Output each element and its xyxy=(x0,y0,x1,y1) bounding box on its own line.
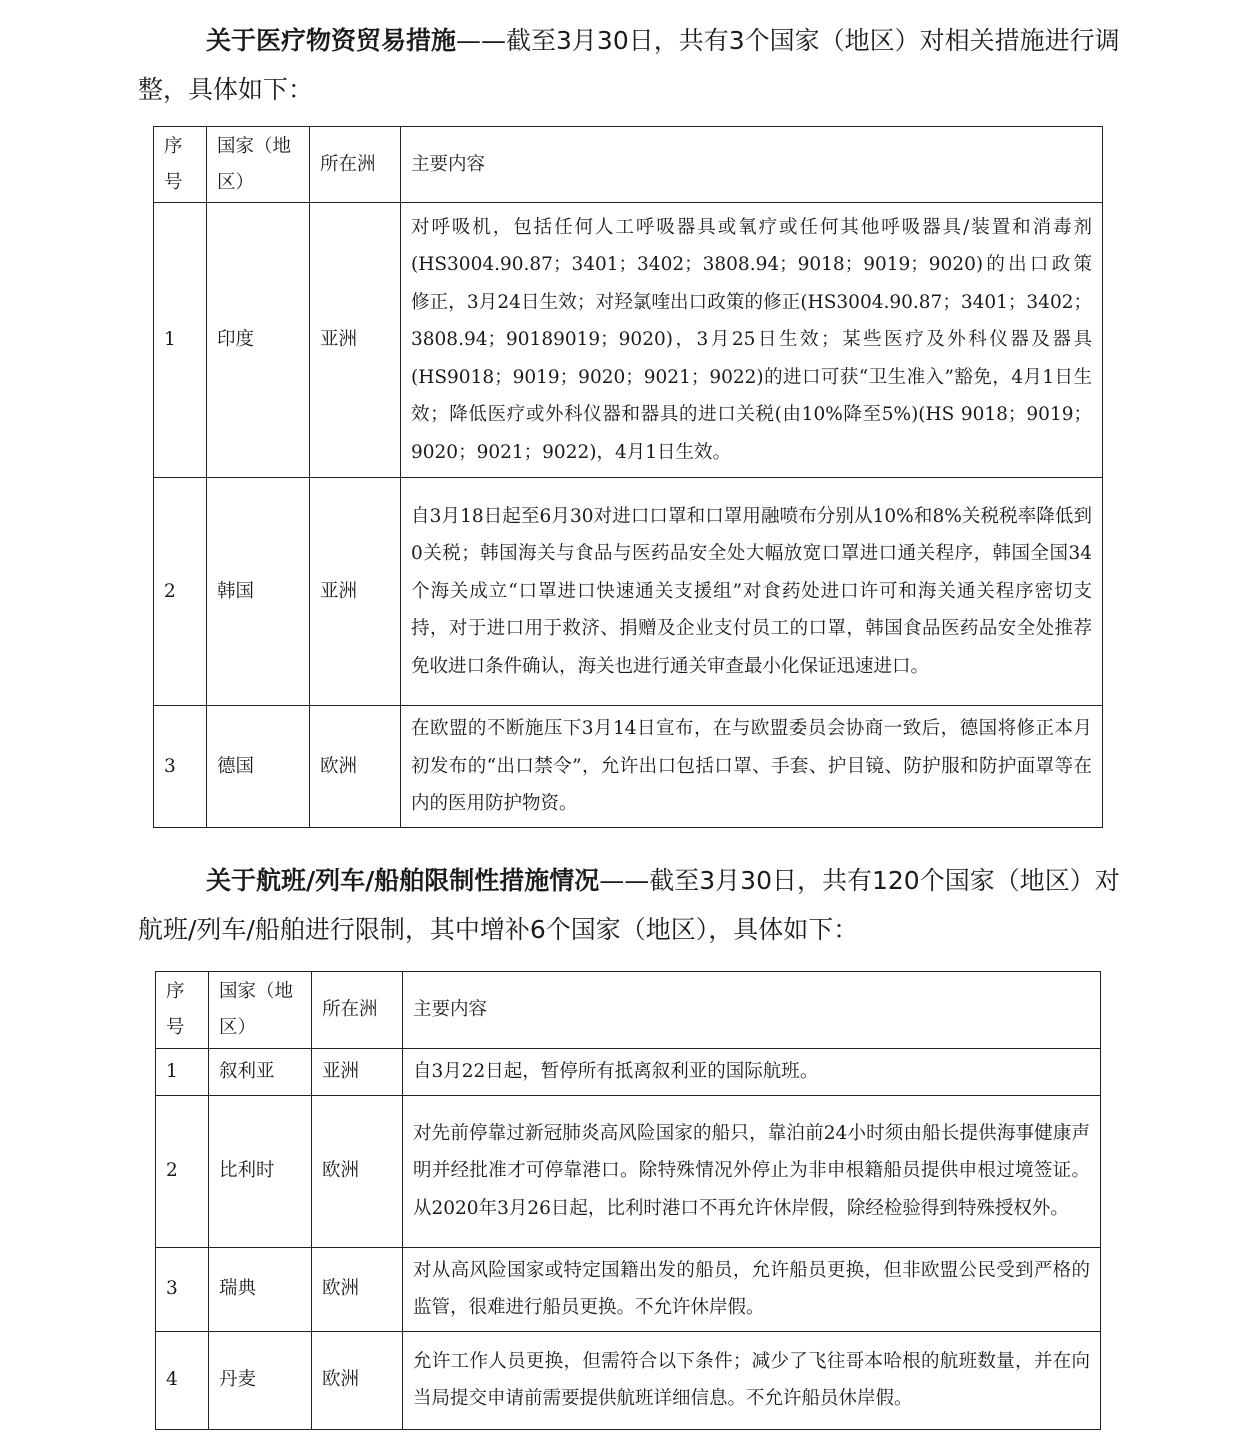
header-content: 主要内容 xyxy=(401,127,1103,203)
header-seq: 序号 xyxy=(156,972,209,1049)
table-row xyxy=(154,478,1103,706)
row-country: 叙利亚 xyxy=(209,1049,312,1096)
header-continent: 所在洲 xyxy=(310,127,401,203)
table-header-row xyxy=(154,127,1103,203)
section2-text: ——截至3月30日，共有120个国家（地区）对航班/列车/船舶进行限制，其中增补6个国家（地区），具体如下： xyxy=(138,866,1120,944)
medical-trade-table xyxy=(153,126,1103,828)
row-continent: 亚洲 xyxy=(310,203,401,478)
header-country: 国家（地区） xyxy=(209,972,312,1049)
row-content: 自3月22日起，暂停所有抵离叙利亚的国际航班。 xyxy=(403,1049,1101,1096)
row-country: 德国 xyxy=(207,706,310,828)
row-seq: 4 xyxy=(156,1331,209,1429)
table-row xyxy=(156,1095,1101,1247)
header-country: 国家（地区） xyxy=(207,127,310,203)
section1-paragraph xyxy=(138,16,1123,114)
header-continent: 所在洲 xyxy=(312,972,403,1049)
table-row xyxy=(156,1247,1101,1331)
row-seq: 3 xyxy=(154,706,207,828)
row-continent: 欧洲 xyxy=(312,1247,403,1331)
row-country: 丹麦 xyxy=(209,1331,312,1429)
row-seq: 1 xyxy=(154,203,207,478)
row-continent: 亚洲 xyxy=(312,1049,403,1096)
header-content: 主要内容 xyxy=(403,972,1101,1049)
row-seq: 2 xyxy=(156,1095,209,1247)
transport-restriction-table xyxy=(155,971,1101,1430)
row-content: 自3月18日起至6月30对进口口罩和口罩用融喷布分别从10%和8%关税税率降低到0关税；韩国海关与食品与医药品安全处大幅放宽口罩进口通关程序，韩国全国34个海关成立“口罩进口快速通关支援组”对食药处进口许可和海关通关程序密切支持，对于进口用于救济、捐赠及企业支付员工的口罩，韩国食品医药品安全处推荐免收进口条件确认，海关也进行通关审查最小化保证迅速进口。 xyxy=(401,478,1103,706)
row-country: 印度 xyxy=(207,203,310,478)
row-continent: 欧洲 xyxy=(312,1331,403,1429)
row-content: 在欧盟的不断施压下3月14日宣布，在与欧盟委员会协商一致后，德国将修正本月初发布的“出口禁令”，允许出口包括口罩、手套、护目镜、防护服和防护面罩等在内的医用防护物资。 xyxy=(401,706,1103,828)
section1-heading: 关于医疗物资贸易措施 xyxy=(206,26,457,55)
row-content: 对从高风险国家或特定国籍出发的船员，允许船员更换，但非欧盟公民受到严格的监管，很难进行船员更换。不允许休岸假。 xyxy=(403,1247,1101,1331)
row-seq: 1 xyxy=(156,1049,209,1096)
row-content: 允许工作人员更换，但需符合以下条件；减少了飞往哥本哈根的航班数量，并在向当局提交申请前需要提供航班详细信息。不允许船员休岸假。 xyxy=(403,1331,1101,1429)
row-country: 韩国 xyxy=(207,478,310,706)
table-header-row xyxy=(156,972,1101,1049)
row-seq: 2 xyxy=(154,478,207,706)
row-content: 对先前停靠过新冠肺炎高风险国家的船只，靠泊前24小时须由船长提供海事健康声明并经批准才可停靠港口。除特殊情况外停止为非申根籍船员提供申根过境签证。从2020年3月26日起，比利时港口不再允许休岸假，除经检验得到特殊授权外。 xyxy=(403,1095,1101,1247)
row-continent: 亚洲 xyxy=(310,478,401,706)
row-continent: 欧洲 xyxy=(310,706,401,828)
table-row xyxy=(156,1049,1101,1096)
header-seq: 序号 xyxy=(154,127,207,203)
row-continent: 欧洲 xyxy=(312,1095,403,1247)
row-country: 瑞典 xyxy=(209,1247,312,1331)
row-content: 对呼吸机，包括任何人工呼吸器具或氧疗或任何其他呼吸器具/装置和消毒剂(HS3004.90.87；3401；3402；3808.94；9018；9019；9020)的出口政策修正，3月24日生效；对羟氯喹出口政策的修正(HS3004.90.87；3401；3402；3808.94；90189019；9020)，3月25日生效；某些医疗及外科仪器及器具(HS9018；9019；9020；9021；9022)的进口可获“卫生准入”豁免，4月1日生效；降低医疗或外科仪器和器具的进口关税(由10%降至5%)(HS 9018；9019；9020；9021；9022)，4月1日生效。 xyxy=(401,203,1103,478)
table-row xyxy=(154,706,1103,828)
table-row xyxy=(156,1331,1101,1429)
section2-paragraph xyxy=(138,856,1123,954)
row-country: 比利时 xyxy=(209,1095,312,1247)
section1-text: ——截至3月30日，共有3个国家（地区）对相关措施进行调整，具体如下： xyxy=(138,26,1120,104)
table-row xyxy=(154,203,1103,478)
section2-heading: 关于航班/列车/船舶限制性措施情况 xyxy=(206,866,600,895)
row-seq: 3 xyxy=(156,1247,209,1331)
